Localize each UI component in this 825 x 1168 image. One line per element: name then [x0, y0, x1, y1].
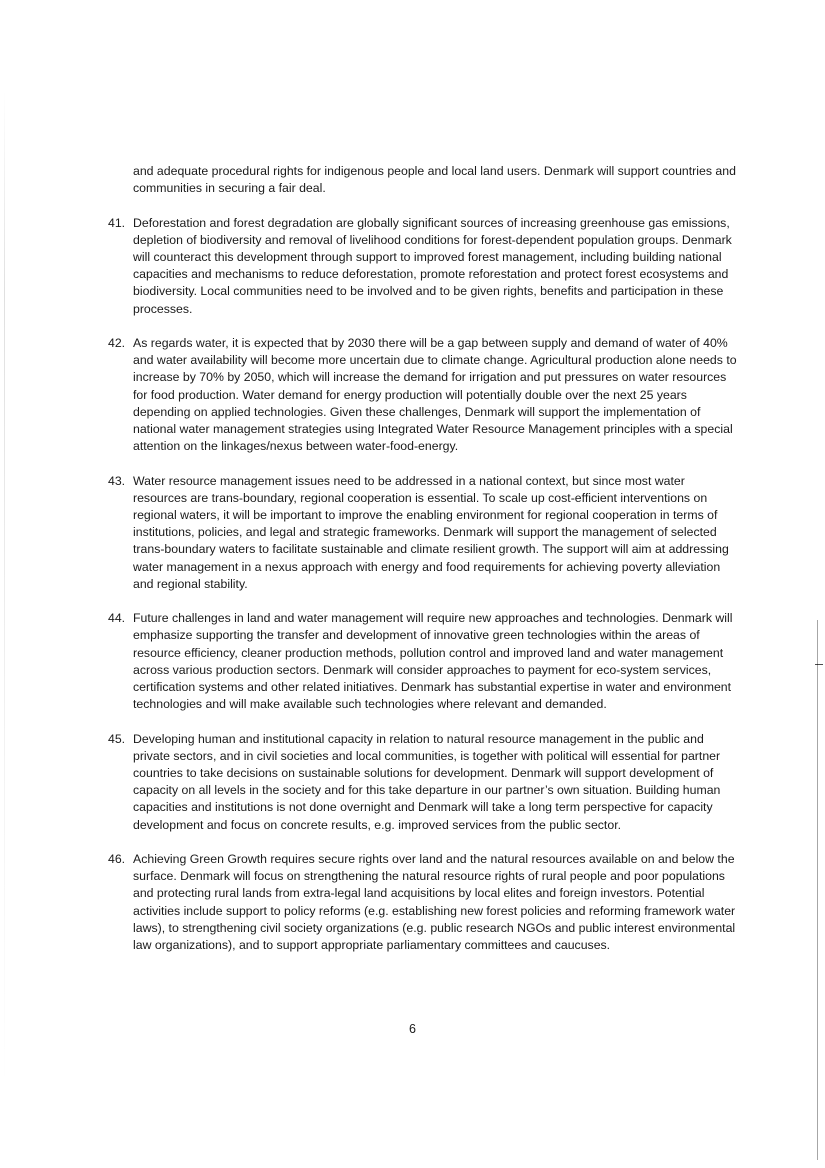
paragraph-number: 45.	[108, 731, 126, 746]
numbered-paragraph-42	[0, 335, 825, 455]
numbered-paragraph-43	[0, 473, 825, 593]
paragraph-text: As regards water, it is expected that by 2030 there will be a gap between supply and demand of water of 40% and water availability will become more uncertain due to climate change. Agricultural production alone needs to increase by 70% by 2050, which will increase the demand for irrigation and put pressures on water resources for food production. Water demand for energy production will potentially double over the next 25 years depending on applied technologies. Given these challenges, Denmark will support the implementation of national water management strategies using Integrated Water Resource Management principles with a special attention on the linkages/nexus between water-food-energy.	[133, 336, 737, 454]
paragraph-text: Future challenges in land and water management will require new approaches and technologies. Denmark will emphasize supporting the transfer and development of innovative green technologies within the areas of resource efficiency, cleaner production methods, pollution control and improved land and water management across various production sectors. Denmark will consider approaches to payment for eco-system services, certification systems and other related initiatives. Denmark has substantial expertise in water and environment technologies and will make available such technologies where relevant and demanded.	[133, 611, 733, 712]
numbered-paragraph-46	[0, 851, 825, 954]
continued-paragraph: and adequate procedural rights for indigenous people and local land users. Denmark will support countries and communities in securing a fair deal.	[133, 164, 736, 196]
numbered-paragraph-45	[0, 731, 825, 834]
paragraph-text: Achieving Green Growth requires secure rights over land and the natural resources available on and below the surface. Denmark will focus on strengthening the natural resource rights of rural people and poor populations and protecting rural lands from extra-legal land acquisitions by local elites and foreign investors. Potential activities include support to policy reforms (e.g. establishing new forest policies and reforming framework water laws), to strengthening civil society organizations (e.g. public research NGOs and public interest environmental law organizations), and to support appropriate parliamentary committees and caucuses.	[133, 852, 736, 953]
numbered-paragraph-44	[0, 610, 825, 713]
paragraph-number: 41.	[108, 215, 126, 230]
numbered-paragraph-41	[0, 215, 825, 318]
paragraph-text: Water resource management issues need to be addressed in a national context, but since most water resources are trans-boundary, regional cooperation is essential. To scale up cost-efficient interventions on regional waters, it will be important to improve the enabling environment for regional cooperation in terms of institutions, policies, and legal and strategic frameworks. Denmark will support the management of selected trans-boundary waters to facilitate sustainable and climate resilient growth. The support will aim at addressing water management in a nexus approach with energy and food requirements for achieving poverty alleviation and regional stability.	[133, 473, 729, 591]
paragraph-text: Deforestation and forest degradation are globally significant sources of increasing greenhouse gas emissions, depletion of biodiversity and removal of livelihood conditions for forest-dependent population groups. Denmark will counteract this development through support to improved forest management, including building national capacities and mechanisms to reduce deforestation, promote reforestation and protect forest ecosystems and biodiversity. Local communities need to be involved and to be given rights, benefits and participation in these processes.	[133, 215, 732, 316]
body-text	[0, 163, 825, 954]
paragraph-text: Developing human and institutional capacity in relation to natural resource management in the public and private sectors, and in civil societies and local communities, is together with political will essential for partner countries to take decisions on sustainable solutions for development. Denmark will support development of capacity on all levels in the society and for this take departure in our partner’s own situation. Building human capacities and institutions is not done overnight and Denmark will take a long term perspective for capacity development and focus on concrete results, e.g. improved services from the public sector.	[133, 731, 721, 832]
paragraph-number: 43.	[108, 473, 126, 488]
page-number: 6	[409, 1022, 416, 1036]
paragraph-number: 46.	[108, 852, 126, 867]
paragraph-number: 44.	[108, 611, 126, 626]
paragraph-number: 42.	[108, 336, 126, 350]
